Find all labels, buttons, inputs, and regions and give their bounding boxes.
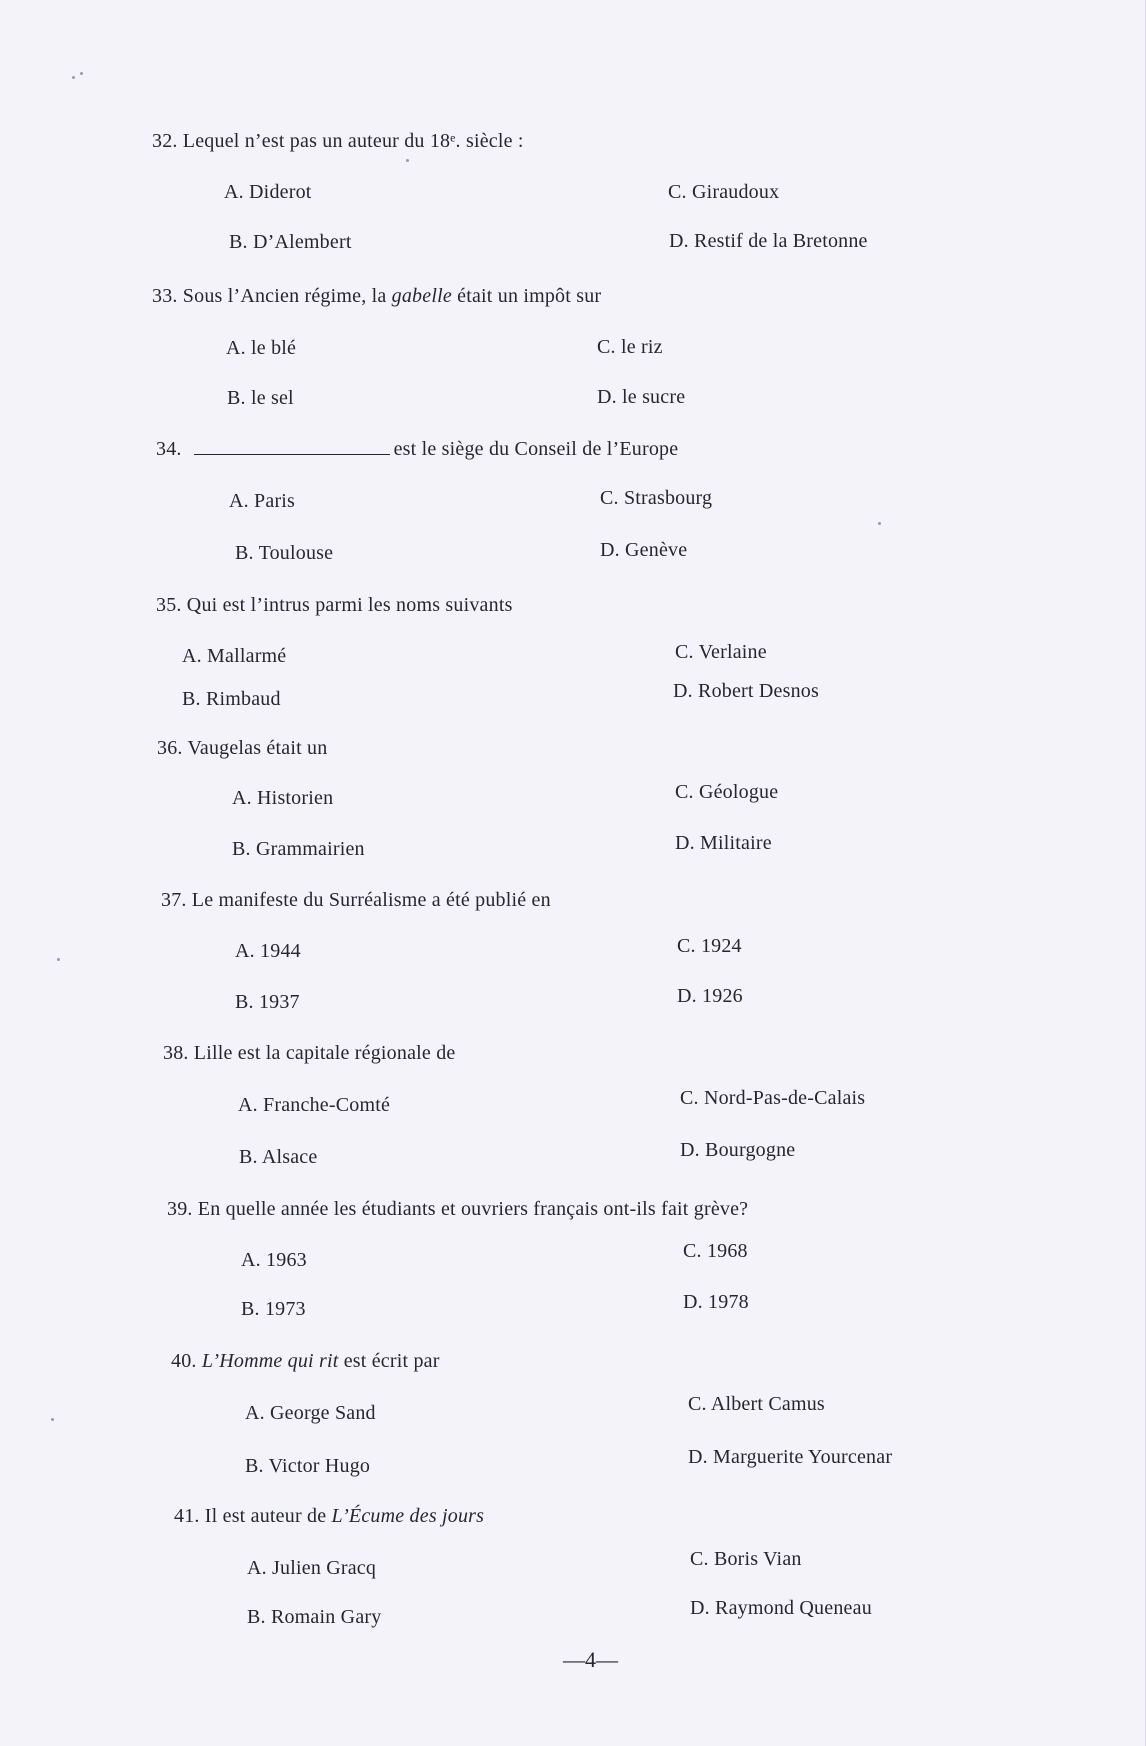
option-34-d: D. Genève	[600, 539, 688, 561]
question-33-text-end: était un impôt sur	[451, 285, 602, 307]
option-37-a: A. 1944	[235, 940, 301, 962]
option-40-c: C. Albert Camus	[688, 1393, 825, 1415]
question-33	[152, 285, 601, 308]
option-38-a: A. Franche-Comté	[238, 1094, 391, 1116]
option-36-a: A. Historien	[232, 787, 334, 809]
question-34	[156, 438, 678, 461]
question-39: 39. En quelle année les étudiants et ouvriers français ont-ils fait grève?	[167, 1198, 749, 1220]
answer-blank	[194, 454, 390, 455]
option-38-c: C. Nord-Pas-de-Calais	[680, 1087, 866, 1109]
option-38-d: D. Bourgogne	[680, 1139, 796, 1161]
option-34-b: B. Toulouse	[235, 542, 334, 564]
question-34-text: est le siège du Conseil de l’Europe	[393, 438, 679, 460]
option-33-a: A. le blé	[226, 337, 297, 359]
question-37: 37. Le manifeste du Surréalisme a été publié en	[161, 889, 551, 911]
question-35: 35. Qui est l’intrus parmi les noms suivants	[156, 594, 513, 616]
question-40-book-title: L’Homme qui rit	[201, 1350, 339, 1372]
scan-speck	[57, 958, 60, 961]
option-41-c: C. Boris Vian	[690, 1548, 802, 1570]
option-34-c: C. Strasbourg	[600, 487, 713, 509]
scan-speck	[51, 1418, 54, 1421]
option-40-d: D. Marguerite Yourcenar	[688, 1446, 893, 1468]
option-35-b: B. Rimbaud	[182, 688, 281, 710]
option-34-a: A. Paris	[229, 490, 296, 512]
option-36-d: D. Militaire	[675, 832, 772, 854]
option-41-d: D. Raymond Queneau	[690, 1597, 872, 1619]
question-40-text: est écrit par	[338, 1350, 440, 1372]
page-number: —4—	[563, 1647, 618, 1672]
option-36-c: C. Géologue	[675, 781, 779, 803]
option-36-b: B. Grammairien	[232, 838, 365, 860]
question-41	[174, 1505, 484, 1528]
scan-speck	[406, 159, 409, 162]
option-33-d: D. le sucre	[597, 386, 686, 408]
question-34-number: 34.	[156, 438, 182, 460]
option-32-c: C. Giraudoux	[668, 181, 780, 203]
option-39-b: B. 1973	[241, 1298, 306, 1320]
option-41-b: B. Romain Gary	[247, 1606, 382, 1628]
question-38: 38. Lille est la capitale régionale de	[163, 1042, 456, 1064]
option-32-d: D. Restif de la Bretonne	[669, 230, 868, 252]
option-32-a: A. Diderot	[224, 181, 312, 203]
question-32: 32. Lequel n’est pas un auteur du 18ᵉ. siècle :	[152, 130, 524, 152]
option-39-c: C. 1968	[683, 1240, 748, 1262]
option-39-a: A. 1963	[241, 1249, 307, 1271]
option-32-b: B. D’Alembert	[229, 231, 352, 253]
question-40-number: 40.	[171, 1350, 202, 1372]
question-33-italic-term: gabelle	[391, 285, 452, 307]
question-41-text: 41. Il est auteur de	[174, 1505, 332, 1527]
scan-speck	[72, 76, 75, 79]
option-40-b: B. Victor Hugo	[245, 1455, 371, 1477]
question-41-book-title: L’Écume des jours	[331, 1505, 485, 1527]
scan-speck	[878, 522, 881, 525]
option-40-a: A. George Sand	[245, 1402, 376, 1424]
question-33-text-start: 33. Sous l’Ancien régime, la	[152, 285, 392, 307]
option-35-c: C. Verlaine	[675, 641, 767, 663]
question-40	[171, 1350, 440, 1373]
option-37-b: B. 1937	[235, 991, 300, 1013]
scan-speck	[80, 72, 83, 75]
option-35-a: A. Mallarmé	[182, 645, 287, 667]
option-37-c: C. 1924	[677, 935, 742, 957]
question-36: 36. Vaugelas était un	[157, 737, 328, 759]
option-35-d: D. Robert Desnos	[673, 680, 819, 702]
option-41-a: A. Julien Gracq	[247, 1557, 377, 1579]
option-38-b: B. Alsace	[239, 1146, 318, 1168]
option-33-b: B. le sel	[227, 387, 294, 409]
option-39-d: D. 1978	[683, 1291, 749, 1313]
option-33-c: C. le riz	[597, 336, 663, 358]
option-37-d: D. 1926	[677, 985, 743, 1007]
